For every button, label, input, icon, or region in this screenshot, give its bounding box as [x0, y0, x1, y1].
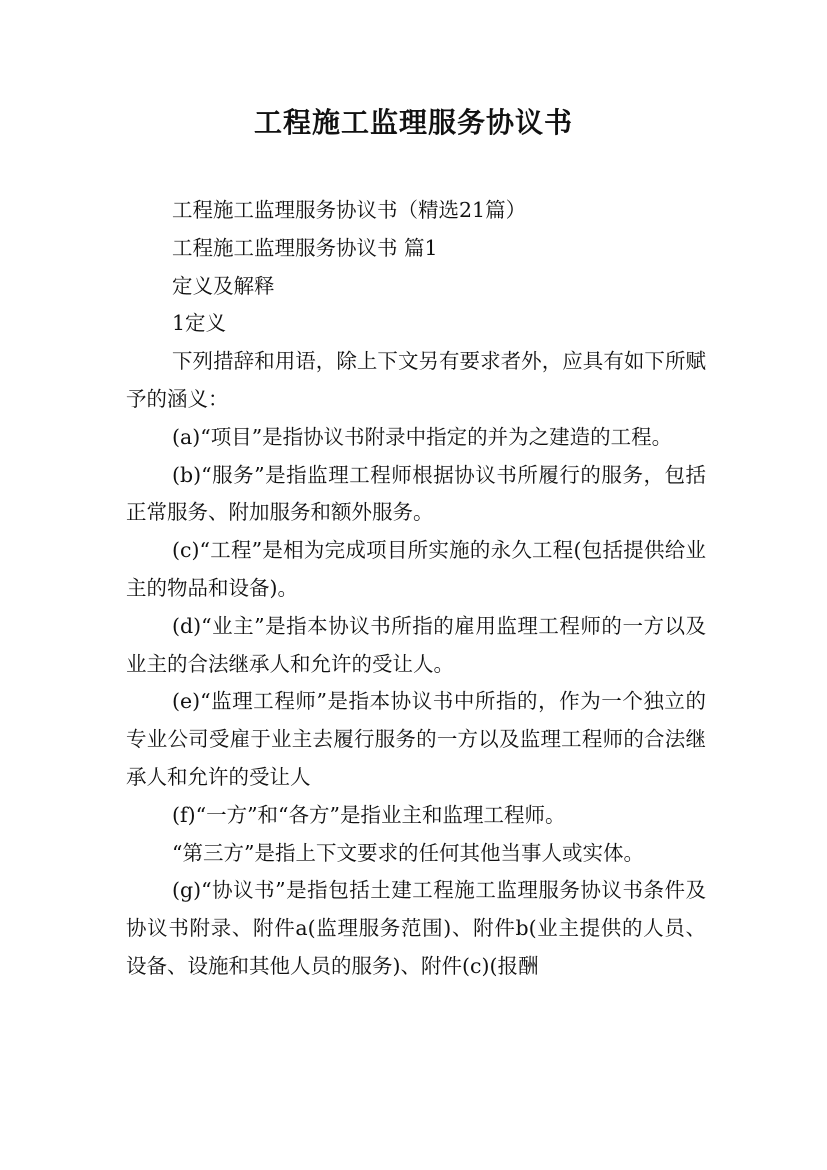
paragraph-definition-a: (a)“项目”是指协议书附录中指定的并为之建造的工程。: [172, 424, 673, 449]
document-title: 工程施工监理服务协议书: [253, 106, 573, 139]
paragraph-definition-g: (g)“协议书”是指包括土建工程施工监理服务协议书条件及协议书附录、附件a(监理服务范围)、附件b(业主提供的人员、设备、设施和其他人员的服务)、附件(c)(报酬: [126, 878, 706, 978]
paragraph-intro: 下列措辞和用语，除上下文另有要求者外，应具有如下所赋予的涵义：: [126, 349, 706, 411]
paragraph-section-heading: 定义及解释: [172, 273, 275, 298]
paragraph-clause-heading: 1定义: [172, 311, 227, 336]
paragraph-third-party: “第三方”是指上下文要求的任何其他当事人或实体。: [172, 840, 644, 865]
paragraph-definition-e: (e)“监理工程师”是指本协议书中所指的，作为一个独立的专业公司受雇于业主去履行服务的一方以及监理工程师的合法继承人和允许的受让人: [126, 689, 706, 789]
paragraph-definition-c: (c)“工程”是相为完成项目所实施的永久工程(包括提供给业主的物品和设备)。: [126, 538, 706, 600]
paragraph-definition-d: (d)“业主”是指本协议书所指的雇用监理工程师的一方以及业主的合法继承人和允许的受让人。: [126, 613, 706, 676]
paragraph-definition-b: (b)“服务”是指监理工程师根据协议书所履行的服务，包括正常服务、附加服务和额外服务。: [126, 462, 706, 525]
paragraph-chapter-heading: 工程施工监理服务协议书 篇1: [172, 235, 438, 260]
document-body: [126, 192, 706, 986]
paragraph-definition-f: (f)“一方”和“各方”是指业主和监理工程师。: [172, 802, 566, 827]
paragraph-collection-title: 工程施工监理服务协议书（精选21篇）: [172, 198, 527, 222]
